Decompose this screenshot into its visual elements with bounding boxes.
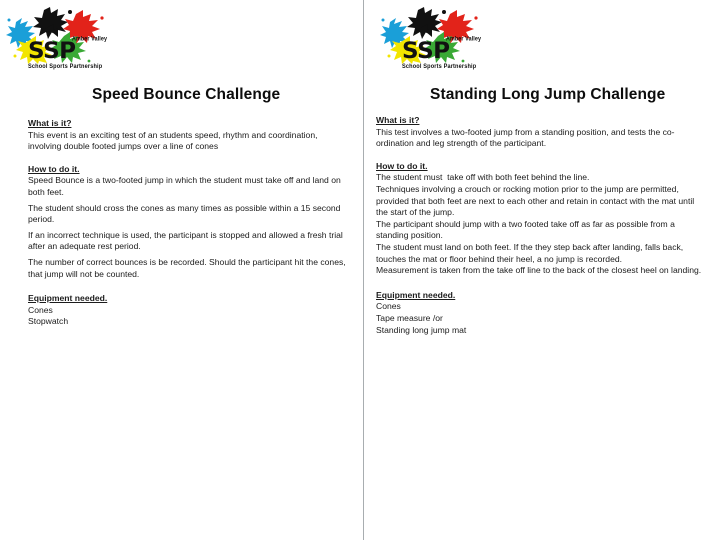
right-how-paragraph-2: Techniques involving a crouch or rocking motion prior to the jump are permitted, provided that both feet are next to each other and retain in contact with the mat until the start of the jump. [376,183,695,218]
right-how-paragraph-1: The student must take off with both feet behind the line. [376,172,590,183]
logo-acronym: SSP [402,39,450,64]
amber-valley-ssp-logo [6,6,110,76]
left-how-paragraph-2: The student should cross the cones as many times as possible within a 15 second period. [28,202,341,225]
right-how-heading: How to do it. [376,160,428,171]
left-equipment-item-1: Cones [28,304,53,315]
spacer [376,277,706,290]
column-divider [363,0,364,540]
left-column-body [28,118,348,328]
left-what-text: This event is an exciting test of an students speed, rhythm and coordination, involving double footed jumps over a line of cones [28,129,318,152]
page-title-right: Standing Long Jump Challenge [430,86,666,103]
logo-wordmark [402,36,484,72]
left-how-paragraph-3: If an incorrect technique is used, the participant is stopped and allowed a fresh trial after an adequate rest period. [28,229,343,252]
left-how-heading: How to do it. [28,163,80,174]
amber-valley-ssp-logo [380,6,484,76]
logo-acronym: SSP [28,39,76,64]
left-how-paragraph-1: Speed Bounce is a two-footed jump in which the student must take off and land on both feet. [28,175,341,197]
right-equipment-item-1: Cones [376,301,401,312]
left-what-heading: What is it? [28,118,72,128]
left-how-paragraph-4: The number of correct bounces is be recorded. Should the participant hit the cones, that jump will not be counted. [28,256,346,279]
spacer [28,280,348,293]
right-how-paragraph-3: The participant should jump with a two footed take off as far as possible from a standing position. [376,218,675,241]
logo-bottom-text: School Sports Partnership [28,63,103,71]
logo-wordmark [28,36,110,72]
right-what-heading: What is it? [376,115,420,125]
page-title-left: Speed Bounce Challenge [92,86,281,103]
logo-top-text: Amber Valley [72,36,108,43]
right-equipment-item-3: Standing long jump mat [376,324,467,335]
left-column [0,0,362,327]
logo-top-text: Amber Valley [446,36,482,43]
left-equipment-heading: Equipment needed. [28,293,108,304]
right-how-paragraph-4: The student must land on both feet. If the they step back after landing, falls back, touches the mat or floor behind their heel, a no jump is recorded. [376,241,684,264]
right-column-body [376,115,706,336]
logo-bottom-text: School Sports Partnership [402,63,477,71]
right-equipment-item-2: Tape measure /or [376,312,443,323]
spacer [376,150,706,161]
right-how-paragraph-5: Measurement is taken from the take off line to the back of the closest heel on landing. [376,265,702,276]
spacer [28,153,348,164]
right-what-text: This test involves a two-footed jump from a standing position, and tests the co-ordination and leg strength of the participant. [376,126,675,149]
right-column [364,0,720,335]
right-equipment-heading: Equipment needed. [376,289,456,300]
left-equipment-item-2: Stopwatch [28,316,69,327]
